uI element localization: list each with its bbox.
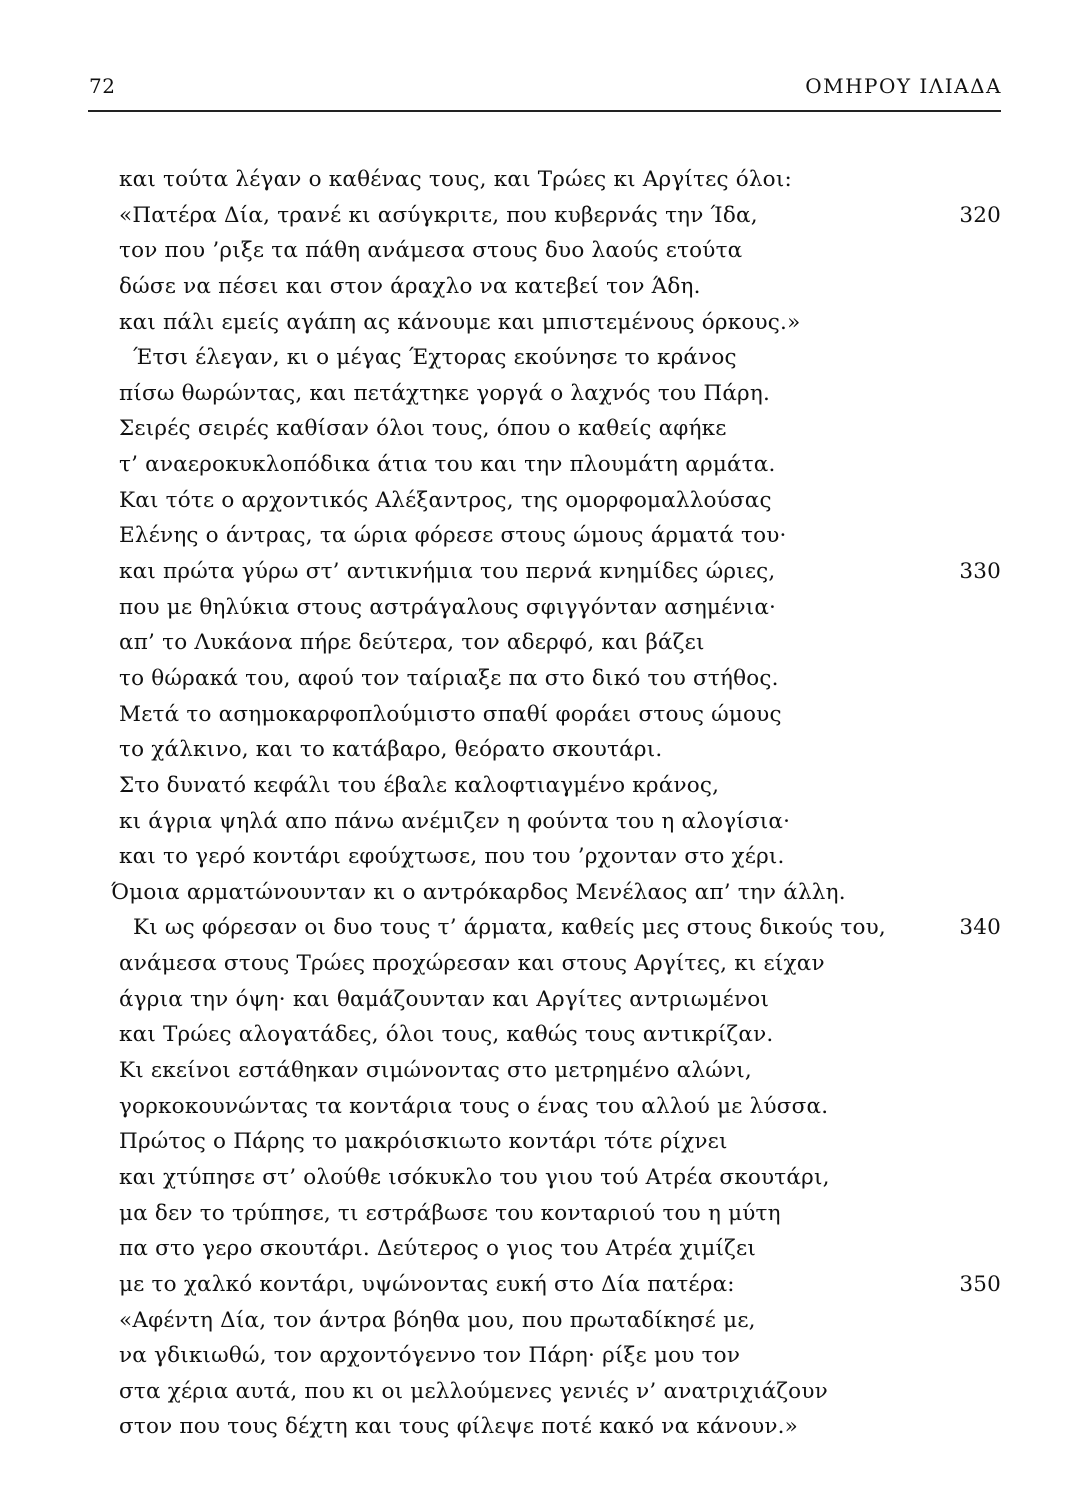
verse-line	[119, 1053, 999, 1089]
verse-line	[119, 340, 999, 376]
verse-text: με το χαλκό κοντάρι, υψώνοντας ευκή στο Δία πατέρα:	[119, 1271, 735, 1297]
verse-line	[119, 483, 999, 519]
verse-line	[119, 518, 999, 554]
verse-line	[119, 269, 999, 305]
verse-text: άγρια την όψη· και θαμάζουνταν και Αργίτες αντριωμένοι	[119, 986, 770, 1012]
verse-line	[111, 875, 999, 911]
verse-line	[119, 804, 999, 840]
verse-text: το χάλκινο, και το κατάβαρο, θεόρατο σκουτάρι.	[119, 737, 663, 763]
verse-text: στον που τους δέχτη και τους φίλεψε ποτέ κακό να κάνουν.»	[119, 1414, 799, 1440]
line-number: 350	[959, 1271, 1001, 1297]
verse-text: γορκοκουνώντας τα κοντάρια τους ο ένας του αλλού με λύσσα.	[119, 1093, 829, 1119]
verse-block	[111, 162, 1001, 1445]
running-head: ΟΜΗΡΟΥ ΙΛΙΑΔΑ	[805, 74, 1002, 98]
verse-line	[119, 1303, 999, 1339]
verse-line	[119, 732, 999, 768]
verse-text: Έτσι έλεγαν, κι ο μέγας Έχτορας εκούνησε το κράνος	[133, 345, 737, 371]
verse-text: Όμοια αρματώνουνταν κι ο αντρόκαρδος Μενέλαος απ’ την άλλη.	[111, 879, 846, 905]
verse-text: το θώρακά του, αφού τον ταίριαξε πα στο δικό του στήθος.	[119, 665, 779, 691]
verse-text: «Πατέρα Δία, τρανέ κι ασύγκριτε, που κυβερνάς την Ίδα,	[119, 202, 758, 228]
verse-line	[119, 1409, 999, 1445]
verse-line	[119, 1267, 999, 1303]
line-number: 340	[959, 915, 1001, 941]
verse-line	[119, 305, 999, 341]
verse-text: και πάλι εμείς αγάπη ας κάνουμε και μπιστεμένους όρκους.»	[119, 309, 801, 335]
verse-line	[119, 233, 999, 269]
verse-text: και το γερό κοντάρι εφούχτωσε, που του ’ρχονταν στο χέρι.	[119, 844, 785, 870]
verse-line	[119, 376, 999, 412]
line-number: 330	[959, 559, 1001, 585]
verse-text: και Τρώες αλογατάδες, όλοι τους, καθώς τους αντικρίζαν.	[119, 1022, 774, 1048]
verse-line	[119, 198, 999, 234]
header-rule	[88, 110, 1001, 112]
verse-line	[119, 1160, 999, 1196]
verse-line	[119, 946, 999, 982]
verse-text: μα δεν το τρύπησε, τι εστράβωσε του κονταριού του η μύτη	[119, 1200, 781, 1226]
verse-text: Στο δυνατό κεφάλι του έβαλε καλοφτιαγμένο κράνος,	[119, 772, 720, 798]
verse-line	[119, 910, 999, 946]
verse-text: τον που ’ριξε τα πάθη ανάμεσα στους δυο λαούς ετούτα	[119, 238, 743, 264]
verse-line	[119, 982, 999, 1018]
verse-text: πίσω θωρώντας, και πετάχτηκε γοργά ο λαχνός του Πάρη.	[119, 380, 771, 406]
verse-line	[119, 697, 999, 733]
verse-text: και πρώτα γύρω στ’ αντικνήμια του περνά κνημίδες ώριες,	[119, 559, 776, 585]
verse-text: κι άγρια ψηλά απο πάνω ανέμιζεν η φούντα του η αλογίσια·	[119, 808, 791, 834]
verse-text: Και τότε ο αρχοντικός Αλέξαντρος, της ομορφομαλλούσας	[119, 487, 772, 513]
line-number: 320	[959, 202, 1001, 228]
verse-line	[119, 1231, 999, 1267]
verse-line	[119, 1089, 999, 1125]
verse-text: και χτύπησε στ’ ολούθε ισόκυκλο του γιου τού Ατρέα σκουτάρι,	[119, 1164, 830, 1190]
verse-line	[119, 839, 999, 875]
verse-line	[119, 1196, 999, 1232]
verse-line	[119, 661, 999, 697]
verse-line	[119, 1374, 999, 1410]
verse-text: Σειρές σειρές καθίσαν όλοι τους, όπου ο καθείς αφήκε	[119, 416, 727, 442]
verse-text: τ’ αναεροκυκλοπόδικα άτια του και την πλουμάτη αρμάτα.	[119, 452, 776, 478]
verse-text: και τούτα λέγαν ο καθένας τους, και Τρώες κι Αργίτες όλοι:	[119, 167, 792, 192]
verse-text: Πρώτος ο Πάρης το μακρόισκιωτο κοντάρι τότε ρίχνει	[119, 1129, 728, 1155]
verse-text: πα στο γερο σκουτάρι. Δεύτερος ο γιος του Ατρέα χιμίζει	[119, 1236, 756, 1262]
verse-text: Κι εκείνοι εστάθηκαν σιμώνοντας στο μετρημένο αλώνι,	[119, 1058, 752, 1084]
verse-line	[119, 411, 999, 447]
verse-line	[119, 590, 999, 626]
verse-text: ανάμεσα στους Τρώες προχώρεσαν και στους Αργίτες, κι είχαν	[119, 951, 825, 977]
verse-line	[119, 1017, 999, 1053]
verse-text: στα χέρια αυτά, που κι οι μελλούμενες γενιές ν’ ανατριχιάζουν	[119, 1378, 828, 1404]
verse-line	[119, 768, 999, 804]
verse-line	[119, 1338, 999, 1374]
verse-line	[119, 625, 999, 661]
verse-text: να γδικιωθώ, τον αρχοντόγεννο τον Πάρη· ρίξε μου τον	[119, 1343, 741, 1369]
verse-text: Κι ως φόρεσαν οι δυο τους τ’ άρματα, καθείς μες στους δικούς του,	[133, 915, 886, 941]
verse-line	[119, 162, 999, 198]
verse-text: απ’ το Λυκάονα πήρε δεύτερα, τον αδερφό, και βάζει	[119, 630, 705, 656]
verse-line	[119, 554, 999, 590]
verse-text: Ελένης ο άντρας, τα ώρια φόρεσε στους ώμους άρματά του·	[119, 523, 787, 549]
page-number: 72	[89, 74, 116, 98]
verse-text: δώσε να πέσει και στον άραχλο να κατεβεί τον Άδη.	[119, 273, 701, 299]
verse-line	[119, 1124, 999, 1160]
verse-text: Μετά το ασημοκαρφοπλούμιστο σπαθί φοράει στους ώμους	[119, 701, 782, 727]
verse-text: «Αφέντη Δία, τον άντρα βόηθα μου, που πρωταδίκησέ με,	[119, 1307, 756, 1333]
verse-text: που με θηλύκια στους αστράγαλους σφιγγόνταν ασημένια·	[119, 594, 777, 620]
verse-line	[119, 447, 999, 483]
